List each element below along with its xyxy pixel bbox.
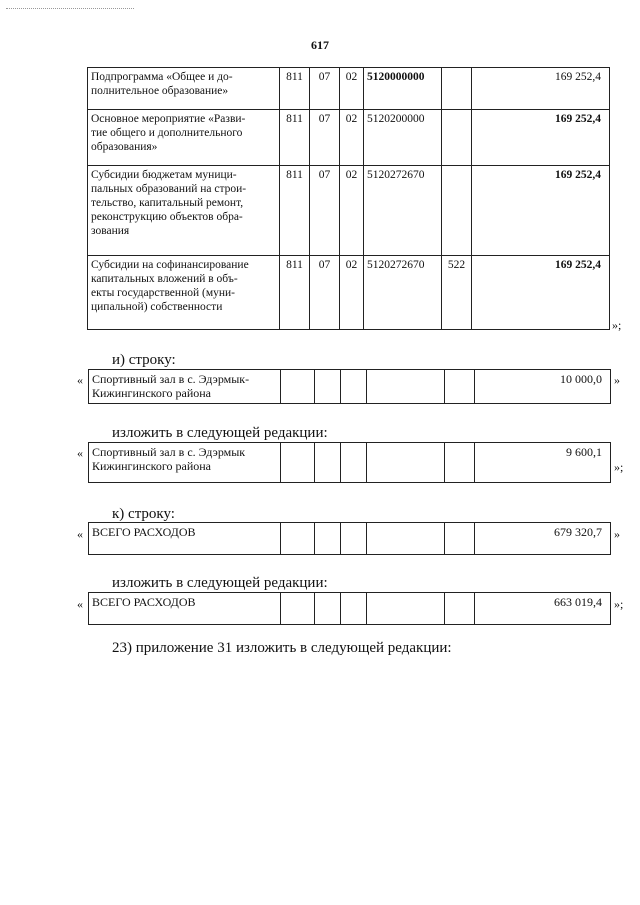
row-name: Основное мероприятие «Разви- тие общего и дополнительного образования»	[88, 110, 280, 166]
open-quote: «	[77, 373, 83, 387]
open-quote: «	[77, 527, 83, 541]
section-k-label: к) строку:	[112, 506, 175, 522]
closing-quote: »;	[614, 460, 624, 474]
row-amount: 169 252,4	[472, 256, 610, 330]
row-pr: 02	[340, 256, 364, 330]
open-quote: «	[77, 446, 83, 460]
row-rz: 07	[310, 256, 340, 330]
row-pr: 02	[340, 68, 364, 110]
table-row	[89, 593, 611, 625]
row-name: Подпрограмма «Общее и до- полнительное образование»	[88, 68, 280, 110]
row-name: ВСЕГО РАСХОДОВ	[89, 593, 281, 625]
row-ved: 811	[280, 68, 310, 110]
open-quote: «	[77, 597, 83, 611]
closing-quote: »;	[612, 318, 622, 332]
row-amount: 169 252,4	[472, 110, 610, 166]
section-k-new-label: изложить в следующей редакции:	[112, 575, 328, 591]
section-i-label: и) строку:	[112, 352, 176, 368]
row-rz: 07	[310, 166, 340, 256]
row-amount: 9 600,1	[475, 443, 611, 483]
row-csr: 5120000000	[364, 68, 442, 110]
row-vr: 522	[442, 256, 472, 330]
closing-quote: »	[614, 527, 620, 541]
row-vr	[442, 166, 472, 256]
table-row	[89, 370, 611, 404]
table-row	[89, 443, 611, 483]
section-i-new-label: изложить в следующей редакции:	[112, 425, 328, 441]
budget-table	[87, 67, 610, 330]
row-pr: 02	[340, 110, 364, 166]
row-ved: 811	[280, 110, 310, 166]
footer-text: 23) приложение 31 изложить в следующей редакции:	[112, 640, 452, 656]
table-row	[88, 68, 610, 110]
row-name: Спортивный зал в с. Эдэрмык- Кижингинского района	[89, 370, 281, 404]
row-amount: 663 019,4	[475, 593, 611, 625]
page-number: 617	[311, 38, 329, 52]
row-ved: 811	[280, 166, 310, 256]
row-csr: 5120272670	[364, 166, 442, 256]
row-csr: 5120272670	[364, 256, 442, 330]
header-rule	[6, 8, 134, 9]
row-name: Субсидии на софинансирование капитальных вложений в объ- екты государственной (муни- ципальной) собственности	[88, 256, 280, 330]
row-ved: 811	[280, 256, 310, 330]
table-row	[88, 256, 610, 330]
section-i-new-table	[88, 442, 611, 483]
row-amount: 10 000,0	[475, 370, 611, 404]
section-k-new-table	[88, 592, 611, 625]
closing-quote: »;	[614, 597, 624, 611]
row-name: Спортивный зал в с. Эдэрмык Кижингинского района	[89, 443, 281, 483]
section-i-table	[88, 369, 611, 404]
row-amount: 679 320,7	[475, 523, 611, 555]
table-row	[89, 523, 611, 555]
row-pr: 02	[340, 166, 364, 256]
section-k-table	[88, 522, 611, 555]
row-csr: 5120200000	[364, 110, 442, 166]
closing-quote: »	[614, 373, 620, 387]
row-vr	[442, 68, 472, 110]
row-rz: 07	[310, 110, 340, 166]
row-amount: 169 252,4	[472, 68, 610, 110]
row-vr	[442, 110, 472, 166]
table-row	[88, 110, 610, 166]
row-amount: 169 252,4	[472, 166, 610, 256]
row-rz: 07	[310, 68, 340, 110]
row-name: ВСЕГО РАСХОДОВ	[89, 523, 281, 555]
row-name: Субсидии бюджетам муници- пальных образований на строи- тельство, капитальный ремонт, реконструкцию объектов обра- зования	[88, 166, 280, 256]
table-row	[88, 166, 610, 256]
